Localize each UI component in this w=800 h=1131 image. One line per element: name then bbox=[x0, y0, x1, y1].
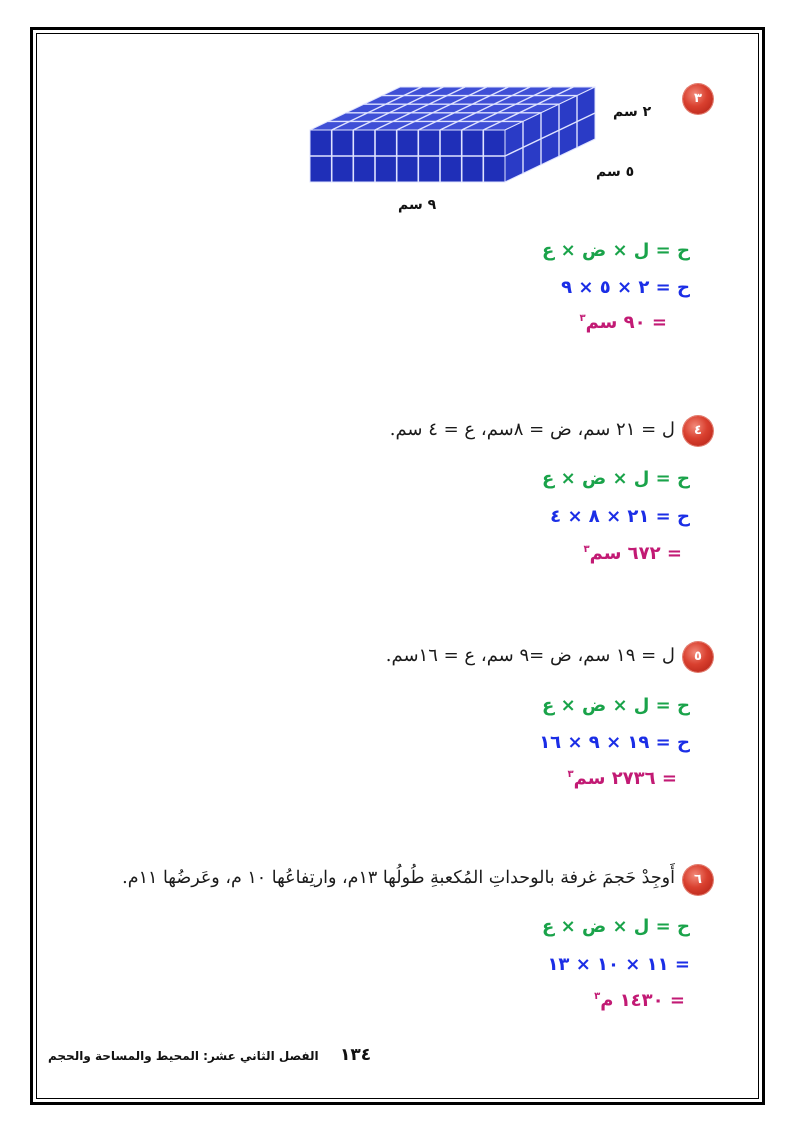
exercise-6-result-value: = ١٤٣٠ م bbox=[600, 990, 685, 1011]
exercise-3-result bbox=[579, 312, 667, 333]
exercise-4-statement: ل = ٢١ سم، ض = ٨سم، ع = ٤ سم. bbox=[389, 419, 675, 440]
chapter-title bbox=[48, 1049, 319, 1063]
exercise-4-badge: ٤ bbox=[683, 416, 713, 446]
exercise-3-result-value: = ٩٠ سم bbox=[585, 312, 667, 333]
page-number: ١٣٤ bbox=[340, 1045, 372, 1065]
exercise-3-result-exponent: ٣ bbox=[579, 313, 586, 324]
exercise-5-statement: ل = ١٩ سم، ض =٩ سم، ع = ١٦سم. bbox=[385, 645, 675, 666]
exercise-5-result-value: = ٢٧٣٦ سم bbox=[573, 768, 677, 789]
page-border-inner bbox=[36, 33, 759, 1099]
exercise-4-result-value: = ٦٧٢ سم bbox=[589, 543, 682, 564]
exercise-3-badge: ٣ bbox=[683, 84, 713, 114]
exercise-6-result bbox=[594, 990, 685, 1011]
exercise-5-result-exponent: ٣ bbox=[567, 769, 574, 780]
exercise-6-statement: أَوجِدْ حَجمَ غرفة بالوحداتِ المُكعبةِ طُولُها ١٣م، وارتِفاعُها ١٠ م، وعَرضُها ١١م. bbox=[122, 868, 675, 888]
length-label: ٩ سم bbox=[398, 197, 437, 213]
width-label: ٥ سم bbox=[596, 164, 635, 180]
exercise-6-badge: ٦ bbox=[683, 865, 713, 895]
exercise-4-substitution: ح = ٢١ × ٨ × ٤ bbox=[550, 506, 690, 527]
exercise-5-formula: ح = ل × ض × ع bbox=[542, 695, 690, 716]
height-label: ٢ سم bbox=[613, 104, 652, 120]
chapter-name: الفصل الثاني عشر: bbox=[203, 1049, 319, 1063]
exercise-5-badge: ٥ bbox=[683, 642, 713, 672]
exercise-5-result bbox=[567, 768, 677, 789]
chapter-topic: المحيط والمساحة والحجم bbox=[48, 1049, 199, 1063]
exercise-5-substitution: ح = ١٩ × ٩ × ١٦ bbox=[539, 732, 690, 753]
exercise-6-substitution: = ١١ × ١٠ × ١٣ bbox=[547, 954, 690, 975]
exercise-3-formula: ح = ل × ض × ع bbox=[542, 240, 690, 261]
exercise-4-result-exponent: ٣ bbox=[583, 544, 590, 555]
exercise-6-result-exponent: ٣ bbox=[594, 991, 601, 1002]
rectangular-prism-figure bbox=[300, 80, 600, 190]
exercise-6-formula: ح = ل × ض × ع bbox=[542, 916, 690, 937]
exercise-4-formula: ح = ل × ض × ع bbox=[542, 468, 690, 489]
exercise-3-substitution: ح = ٢ × ٥ × ٩ bbox=[561, 277, 690, 298]
exercise-4-result bbox=[583, 543, 682, 564]
